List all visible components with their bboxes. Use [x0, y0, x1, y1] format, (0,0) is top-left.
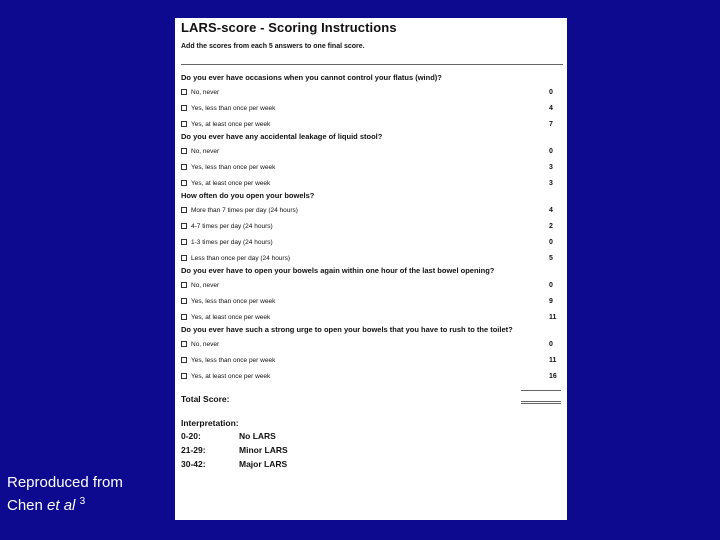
sheet-subtitle: Add the scores from each 5 answers to one final score.: [181, 43, 365, 50]
source-credit: [7, 473, 123, 515]
option-points: 2: [549, 222, 553, 230]
answer-option[interactable]: [181, 309, 563, 325]
option-points: 0: [549, 238, 553, 246]
option-points: 5: [549, 254, 553, 262]
option-label: Yes, at least once per week: [191, 313, 271, 321]
option-points: 0: [549, 340, 553, 348]
question-text: How often do you open your bowels?: [181, 191, 315, 200]
total-line-top: [521, 390, 561, 391]
lars-score-sheet: [175, 18, 567, 520]
option-label: No, never: [191, 147, 220, 155]
credit-line-1: Reproduced from: [7, 474, 123, 491]
credit-author: Chen: [7, 497, 48, 514]
checkbox[interactable]: [181, 121, 187, 127]
interpretation-row: [181, 443, 563, 457]
answer-option[interactable]: [181, 336, 563, 352]
divider: [181, 64, 563, 65]
question-text: Do you ever have to open your bowels again within one hour of the last bowel opening?: [181, 266, 495, 275]
question-text: Do you ever have occasions when you cannot control your flatus (wind)?: [181, 73, 442, 82]
option-points: 11: [549, 356, 557, 364]
option-label: No, never: [191, 281, 220, 289]
option-label: 4-7 times per day (24 hours): [191, 222, 273, 230]
answer-option[interactable]: [181, 250, 563, 266]
option-points: 3: [549, 163, 553, 171]
score-range: 21-29:: [181, 445, 206, 455]
checkbox[interactable]: [181, 357, 187, 363]
question-block: [181, 325, 563, 384]
total-score-field: [521, 388, 561, 404]
credit-ref-number: 3: [79, 496, 86, 507]
option-points: 0: [549, 281, 553, 289]
score-category: Major LARS: [239, 459, 288, 469]
total-score-label: Total Score:: [181, 394, 230, 404]
question-block: [181, 266, 563, 325]
option-label: Yes, at least once per week: [191, 372, 271, 380]
checkbox[interactable]: [181, 298, 187, 304]
checkbox[interactable]: [181, 89, 187, 95]
answer-option[interactable]: [181, 175, 563, 191]
checkbox[interactable]: [181, 341, 187, 347]
total-line-double: [521, 401, 561, 404]
option-points: 4: [549, 206, 553, 214]
total-score-row: [181, 388, 563, 410]
sheet-title: LARS-score - Scoring Instructions: [181, 20, 397, 35]
option-label: 1-3 times per day (24 hours): [191, 238, 273, 246]
option-points: 0: [549, 88, 553, 96]
checkbox[interactable]: [181, 164, 187, 170]
answer-option[interactable]: [181, 159, 563, 175]
checkbox[interactable]: [181, 282, 187, 288]
answer-option[interactable]: [181, 116, 563, 132]
interpretation-list: [181, 429, 563, 471]
checkbox[interactable]: [181, 314, 187, 320]
checkbox[interactable]: [181, 105, 187, 111]
option-points: 11: [549, 313, 557, 321]
option-points: 9: [549, 297, 553, 305]
interpretation-title: Interpretation:: [181, 418, 239, 428]
score-category: No LARS: [239, 431, 276, 441]
question-text: Do you ever have any accidental leakage of liquid stool?: [181, 132, 383, 141]
answer-option[interactable]: [181, 293, 563, 309]
credit-line-2: [7, 492, 123, 515]
answer-option[interactable]: [181, 100, 563, 116]
option-points: 16: [549, 372, 557, 380]
option-points: 3: [549, 179, 553, 187]
option-label: Yes, less than once per week: [191, 104, 276, 112]
option-label: No, never: [191, 340, 220, 348]
question-list: [181, 73, 563, 384]
option-points: 4: [549, 104, 553, 112]
answer-option[interactable]: [181, 143, 563, 159]
answer-option[interactable]: [181, 277, 563, 293]
checkbox[interactable]: [181, 239, 187, 245]
answer-option[interactable]: [181, 352, 563, 368]
option-points: 0: [549, 147, 553, 155]
question-block: [181, 73, 563, 132]
answer-option[interactable]: [181, 202, 563, 218]
option-label: Yes, less than once per week: [191, 297, 276, 305]
score-range: 30-42:: [181, 459, 206, 469]
checkbox[interactable]: [181, 180, 187, 186]
option-label: Yes, less than once per week: [191, 163, 276, 171]
option-label: No, never: [191, 88, 220, 96]
checkbox[interactable]: [181, 148, 187, 154]
question-text: Do you ever have such a strong urge to open your bowels that you have to rush to the toilet?: [181, 325, 513, 334]
interpretation-row: [181, 429, 563, 443]
answer-option[interactable]: [181, 84, 563, 100]
option-label: Yes, at least once per week: [191, 120, 271, 128]
question-block: [181, 132, 563, 191]
score-category: Minor LARS: [239, 445, 288, 455]
checkbox[interactable]: [181, 255, 187, 261]
option-label: Less than once per day (24 hours): [191, 254, 291, 262]
checkbox[interactable]: [181, 373, 187, 379]
interpretation-row: [181, 457, 563, 471]
option-label: Yes, less than once per week: [191, 356, 276, 364]
option-label: Yes, at least once per week: [191, 179, 271, 187]
option-points: 7: [549, 120, 553, 128]
checkbox[interactable]: [181, 223, 187, 229]
question-block: [181, 191, 563, 266]
credit-et-al: et al: [47, 497, 76, 514]
score-range: 0-20:: [181, 431, 201, 441]
answer-option[interactable]: [181, 234, 563, 250]
option-label: More than 7 times per day (24 hours): [191, 206, 298, 214]
answer-option[interactable]: [181, 368, 563, 384]
answer-option[interactable]: [181, 218, 563, 234]
checkbox[interactable]: [181, 207, 187, 213]
